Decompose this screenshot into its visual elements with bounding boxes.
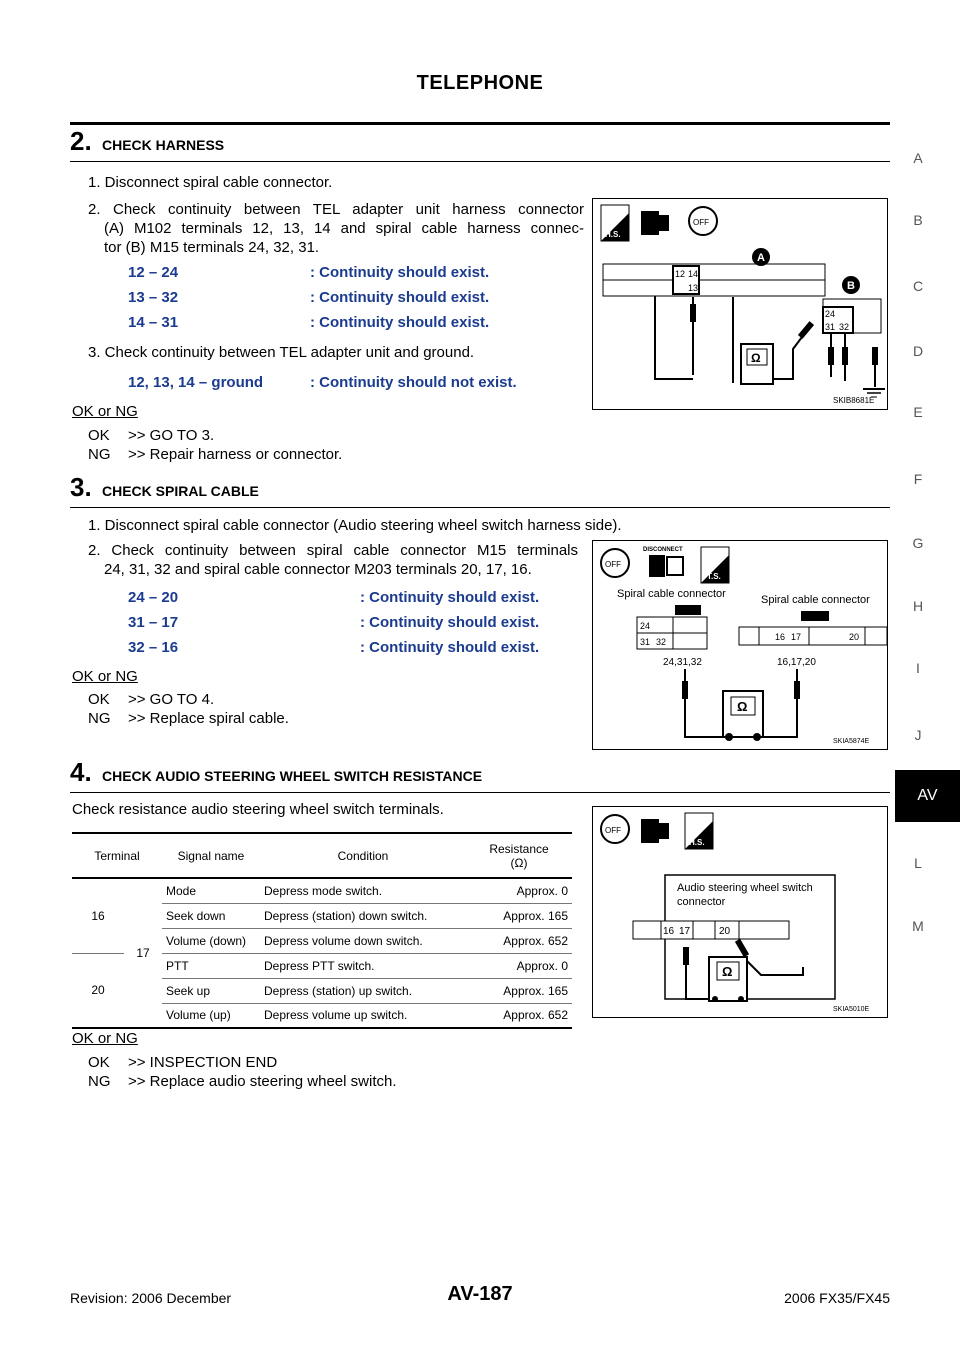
svg-text:Ω: Ω [722, 964, 733, 979]
step2-item-2-cont: (A) M102 terminals 12, 13, 14 and spiral cable harness connec- [104, 220, 584, 237]
svg-text:16: 16 [663, 926, 675, 937]
condition-cell: Depress (station) up switch. [260, 978, 466, 1003]
condition-cell: Depress volume down switch. [260, 928, 466, 953]
ok-label: OK [88, 1054, 110, 1071]
terminal-cell: 16 [72, 878, 124, 953]
step-number: 2. [70, 126, 92, 156]
svg-text:17: 17 [679, 926, 691, 937]
header-resistance: Resistance (Ω) [466, 833, 572, 878]
step-number: 4. [70, 757, 92, 787]
right-probe-label: 16,17,20 [777, 657, 816, 668]
svg-text:32: 32 [839, 322, 850, 332]
step4-heading [70, 755, 890, 793]
step2-item-2-cont: tor (B) M15 terminals 24, 32, 31. [104, 239, 320, 256]
ok-or-ng-label: OK or NG [72, 403, 138, 420]
svg-text:32: 32 [656, 637, 667, 647]
svg-text:H.S.: H.S. [605, 230, 621, 239]
spec-result: : Continuity should exist. [360, 639, 540, 656]
step-title: CHECK AUDIO STEERING WHEEL SWITCH RESISTANCE [102, 768, 483, 784]
svg-text:B: B [847, 280, 855, 292]
resistance-cell: Approx. 165 [466, 903, 572, 928]
signal-cell: Seek up [162, 978, 260, 1003]
svg-text:OFF: OFF [693, 218, 709, 227]
condition-cell: Depress volume up switch. [260, 1003, 466, 1028]
figure-spiral-cable-check [592, 540, 888, 750]
ohmmeter-icon [709, 957, 747, 1002]
svg-text:12: 12 [675, 269, 686, 279]
svg-text:31: 31 [640, 637, 651, 647]
svg-text:17: 17 [791, 632, 802, 642]
off-icon [601, 549, 629, 577]
ng-label: NG [88, 446, 111, 463]
ohmmeter-icon [741, 344, 773, 384]
step2-item-1: 1. Disconnect spiral cable connector. [88, 174, 333, 191]
ok-or-ng-label: OK or NG [72, 668, 138, 685]
index-letter-j[interactable]: J [914, 727, 922, 743]
figure-switch-resistance [592, 806, 888, 1018]
svg-text:OFF: OFF [605, 826, 621, 835]
signal-cell: Volume (down) [162, 928, 260, 953]
svg-text:31: 31 [825, 322, 836, 332]
index-letter-m[interactable]: M [912, 918, 924, 934]
page-number: AV-187 [447, 1283, 513, 1305]
page-title: TELEPHONE [416, 72, 544, 94]
disconnect-icon [643, 547, 683, 577]
left-probe-label: 24,31,32 [663, 657, 702, 668]
condition-cell: Depress (station) down switch. [260, 903, 466, 928]
off-icon [601, 815, 629, 843]
off-icon [689, 207, 717, 235]
connector-label-cont: connector [677, 896, 726, 908]
connector-label: Audio steering wheel switch [677, 882, 813, 894]
spec-terms: 12, 13, 14 – ground [128, 374, 264, 391]
svg-text:16: 16 [775, 632, 786, 642]
figure-code: SKIB8681E [833, 396, 875, 405]
spec-result: : Continuity should exist. [360, 589, 540, 606]
ohmmeter-icon [723, 691, 763, 741]
index-letter-h[interactable]: H [912, 598, 924, 614]
index-letter-g[interactable]: G [912, 535, 924, 551]
harness-diagram [593, 199, 887, 409]
resistance-table [72, 832, 572, 1029]
switch-connector [633, 921, 789, 939]
figure-code: SKIA5874E [833, 738, 870, 745]
spec-terms: 12 – 24 [128, 264, 179, 281]
ok-action: >> INSPECTION END [128, 1054, 278, 1071]
index-letter-b[interactable]: B [913, 212, 923, 228]
index-letter-a[interactable]: A [913, 150, 923, 166]
svg-text:DISCONNECT: DISCONNECT [643, 547, 683, 553]
step-title: CHECK HARNESS [102, 137, 225, 153]
figure-harness-check [592, 198, 888, 410]
step-title: CHECK SPIRAL CABLE [102, 483, 259, 499]
resistance-cell: Approx. 652 [466, 928, 572, 953]
resistance-cell: Approx. 652 [466, 1003, 572, 1028]
left-connector-label: Spiral cable connector [617, 588, 726, 600]
ng-action: >> Replace spiral cable. [128, 710, 289, 727]
table-header-row [72, 833, 572, 878]
svg-text:13: 13 [688, 283, 699, 293]
svg-text:20: 20 [849, 632, 860, 642]
ng-action: >> Repair harness or connector. [128, 446, 343, 463]
spec-terms: 32 – 16 [128, 639, 179, 656]
spec-terms: 13 – 32 [128, 289, 179, 306]
ng-action: >> Replace audio steering wheel switch. [128, 1073, 397, 1090]
connector-icon [641, 211, 669, 235]
svg-text:Ω: Ω [751, 351, 761, 365]
vehicle-model: 2006 FX35/FX45 [784, 1290, 890, 1306]
signal-cell: PTT [162, 953, 260, 978]
ok-action: >> GO TO 4. [128, 691, 215, 708]
right-connector [739, 611, 887, 645]
signal-cell: Seek down [162, 903, 260, 928]
switch-resistance-diagram [593, 807, 887, 1017]
header-signal-name: Signal name [162, 833, 260, 878]
resistance-cell: Approx. 165 [466, 978, 572, 1003]
spec-terms: 24 – 20 [128, 589, 179, 606]
ng-label: NG [88, 1073, 111, 1090]
resistance-cell: Approx. 0 [466, 953, 572, 978]
step3-item-2: 2. Check continuity between spiral cable connector M15 terminals [88, 542, 578, 559]
connector-icon [641, 819, 669, 843]
terminal-common-cell: 17 [124, 878, 162, 1028]
step4-intro: Check resistance audio steering wheel switch terminals. [72, 801, 444, 818]
index-letter-c[interactable]: C [912, 278, 924, 294]
svg-text:14: 14 [688, 269, 699, 279]
resistance-cell: Approx. 0 [466, 878, 572, 903]
condition-cell: Depress PTT switch. [260, 953, 466, 978]
svg-text:H.S.: H.S. [689, 838, 705, 847]
index-letter-d[interactable]: D [912, 343, 924, 359]
svg-text:24: 24 [640, 621, 651, 631]
step-number: 3. [70, 472, 92, 502]
step3-item-2-cont: 24, 31, 32 and spiral cable connector M203 terminals 20, 17, 16. [104, 561, 532, 578]
header-terminal: Terminal [72, 833, 162, 878]
spiral-cable-diagram [593, 541, 887, 749]
index-letter-l[interactable]: L [914, 855, 922, 871]
ts-icon [701, 547, 729, 583]
spec-result: : Continuity should not exist. [310, 374, 517, 391]
svg-text:20: 20 [719, 926, 731, 937]
index-letter-f[interactable]: F [913, 471, 923, 487]
index-letter-e[interactable]: E [913, 404, 923, 420]
hs-icon [601, 205, 629, 241]
terminal-cell: 20 [72, 953, 124, 1028]
hs-icon [685, 813, 713, 849]
ok-action: >> GO TO 3. [128, 427, 215, 444]
svg-text:Ω: Ω [737, 699, 748, 714]
header-condition: Condition [260, 833, 466, 878]
spec-terms: 14 – 31 [128, 314, 179, 331]
spec-result: : Continuity should exist. [310, 314, 490, 331]
index-letter-i[interactable]: I [916, 660, 920, 676]
signal-cell: Volume (up) [162, 1003, 260, 1028]
svg-text:24: 24 [825, 309, 836, 319]
svg-text:A: A [757, 252, 765, 264]
spec-terms: 31 – 17 [128, 614, 179, 631]
ok-or-ng-label: OK or NG [72, 1030, 138, 1047]
right-connector-label: Spiral cable connector [761, 594, 870, 606]
connector-a [603, 248, 825, 296]
spec-result: : Continuity should exist. [310, 289, 490, 306]
step3-item-1: 1. Disconnect spiral cable connector (Audio steering wheel switch harness side). [88, 517, 622, 534]
left-connector [637, 605, 707, 649]
revision-date: Revision: 2006 December [70, 1290, 232, 1306]
figure-code: SKIA5010E [833, 1006, 870, 1013]
ng-label: NG [88, 710, 111, 727]
step3-heading [70, 470, 890, 508]
table-row [72, 878, 572, 903]
ok-label: OK [88, 427, 110, 444]
ok-label: OK [88, 691, 110, 708]
step2-item-2: 2. Check continuity between TEL adapter unit harness connector [88, 201, 584, 218]
step2-item-3: 3. Check continuity between TEL adapter unit and ground. [88, 344, 475, 361]
step2-heading [70, 124, 890, 162]
spec-result: : Continuity should exist. [360, 614, 540, 631]
svg-text:T.S.: T.S. [707, 572, 721, 581]
condition-cell: Depress mode switch. [260, 878, 466, 903]
spec-result: : Continuity should exist. [310, 264, 490, 281]
signal-cell: Mode [162, 878, 260, 903]
index-tab-av[interactable]: AV [895, 770, 960, 822]
svg-text:OFF: OFF [605, 560, 621, 569]
connector-b [823, 276, 881, 333]
